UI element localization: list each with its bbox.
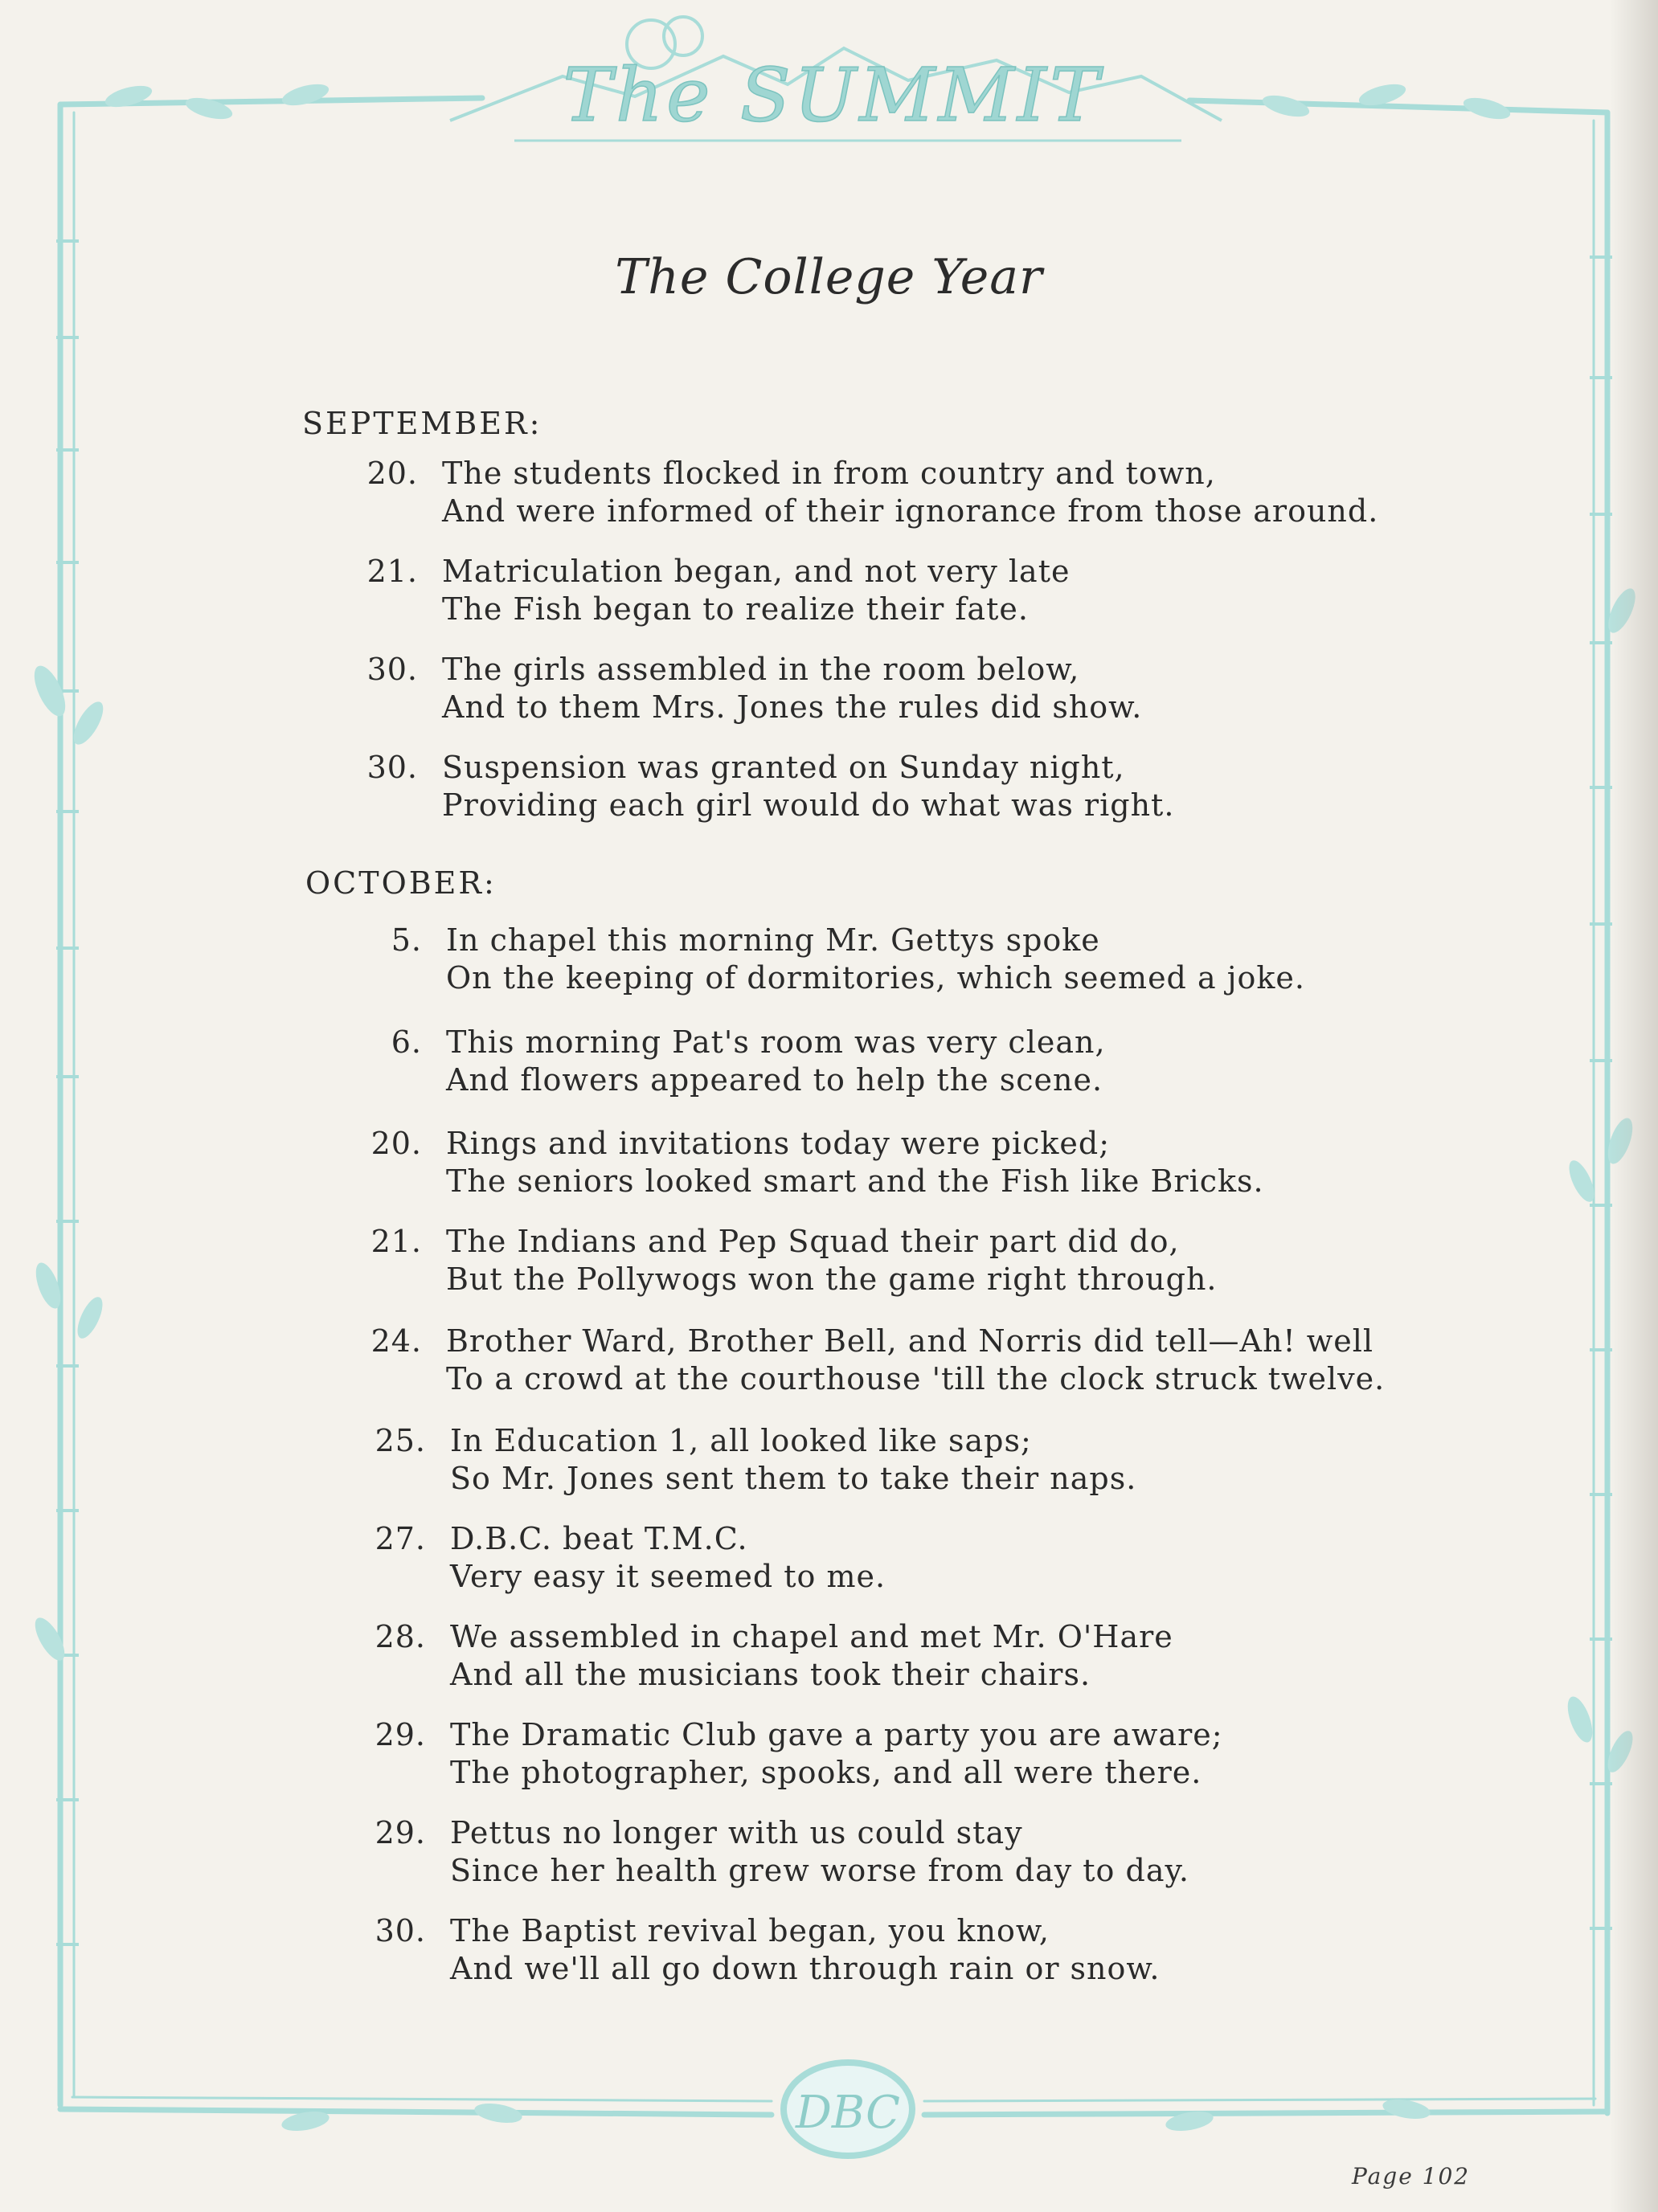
entry-line: Since her health grew worse from day to day. bbox=[450, 1853, 1189, 1888]
entry-day: 27. bbox=[375, 1521, 426, 1556]
page-number: Page 102 bbox=[1352, 2163, 1471, 2190]
month-heading: SEPTEMBER: bbox=[302, 406, 542, 441]
entry-line: The Indians and Pep Squad their part did do, bbox=[446, 1224, 1180, 1259]
entry-line: Matriculation began, and not very late bbox=[442, 554, 1071, 589]
page-edge-shadow bbox=[1610, 0, 1658, 2212]
entry-day: 28. bbox=[375, 1619, 426, 1654]
entry-line: But the Pollywogs won the game right through. bbox=[446, 1261, 1218, 1297]
entry-line: Providing each girl would do what was right. bbox=[442, 787, 1175, 823]
entry-line: To a crowd at the courthouse 'till the clock struck twelve. bbox=[446, 1361, 1386, 1396]
entry-line: Pettus no longer with us could stay bbox=[450, 1815, 1023, 1850]
entry-line: On the keeping of dormitories, which seemed a joke. bbox=[446, 960, 1305, 996]
entry-line: The students flocked in from country and town, bbox=[442, 456, 1216, 491]
entry-day: 6. bbox=[391, 1024, 422, 1060]
month-heading: OCTOBER: bbox=[305, 865, 497, 901]
entry-line: D.B.C. beat T.M.C. bbox=[450, 1521, 748, 1556]
entry-day: 20. bbox=[370, 1126, 422, 1161]
entry-line: And all the musicians took their chairs. bbox=[450, 1657, 1091, 1692]
entry-line: Suspension was granted on Sunday night, bbox=[442, 750, 1125, 785]
entry-line: The Fish began to realize their fate. bbox=[442, 591, 1029, 627]
entry-day: 30. bbox=[366, 750, 418, 785]
entry-line: The seniors looked smart and the Fish like Bricks. bbox=[446, 1163, 1264, 1199]
entry-line: In chapel this morning Mr. Gettys spoke bbox=[446, 922, 1100, 958]
entry-line: Brother Ward, Brother Bell, and Norris did tell—Ah! well bbox=[446, 1323, 1374, 1359]
entry-line: The girls assembled in the room below, bbox=[442, 652, 1080, 687]
entry-day: 20. bbox=[366, 456, 418, 491]
entry-day: 24. bbox=[370, 1323, 422, 1359]
entry-line: The Baptist revival began, you know, bbox=[450, 1913, 1050, 1948]
entry-line: And we'll all go down through rain or snow. bbox=[450, 1951, 1161, 1986]
entry-line: The Dramatic Club gave a party you are aware; bbox=[450, 1717, 1223, 1752]
entry-line: This morning Pat's room was very clean, bbox=[446, 1024, 1106, 1060]
entry-line: The photographer, spooks, and all were there. bbox=[450, 1755, 1202, 1790]
page-title: The College Year bbox=[615, 249, 1043, 305]
entry-line: Very easy it seemed to me. bbox=[450, 1559, 886, 1594]
entry-day: 29. bbox=[375, 1717, 426, 1752]
entry-day: 25. bbox=[375, 1423, 426, 1458]
entry-day: 30. bbox=[366, 652, 418, 687]
entry-day: 21. bbox=[366, 554, 418, 589]
entry-line: So Mr. Jones sent them to take their naps. bbox=[450, 1461, 1137, 1496]
entry-line: Rings and invitations today were picked; bbox=[446, 1126, 1111, 1161]
header-logo: The SUMMIT bbox=[563, 52, 1103, 138]
entry-day: 21. bbox=[370, 1224, 422, 1259]
footer-seal: DBC bbox=[796, 2087, 900, 2139]
entry-line: In Education 1, all looked like saps; bbox=[450, 1423, 1032, 1458]
entry-line: And were informed of their ignorance from those around. bbox=[442, 493, 1379, 529]
entry-day: 29. bbox=[375, 1815, 426, 1850]
entry-line: And flowers appeared to help the scene. bbox=[446, 1062, 1103, 1098]
entry-line: And to them Mrs. Jones the rules did show. bbox=[442, 689, 1143, 725]
entry-line: We assembled in chapel and met Mr. O'Hare bbox=[450, 1619, 1173, 1654]
entry-day: 30. bbox=[375, 1913, 426, 1948]
entry-day: 5. bbox=[391, 922, 422, 958]
